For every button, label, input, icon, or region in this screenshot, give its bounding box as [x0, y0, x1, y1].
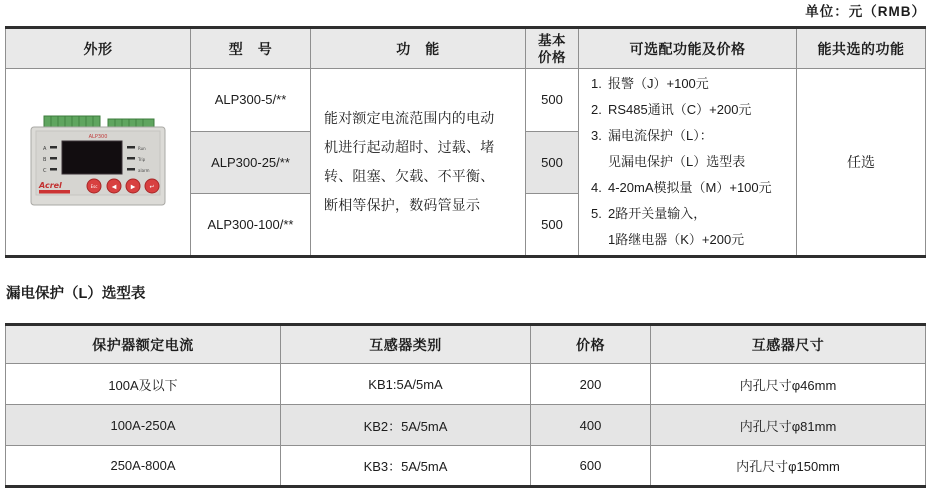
optional-features-cell: [579, 69, 797, 257]
left-arrow-button-icon: ◀: [111, 183, 117, 190]
optional-item-number: 5.: [591, 206, 602, 221]
model-cell: ALP300-100/**: [191, 194, 311, 257]
transformer-type-cell: KB3：5A/5mA: [281, 446, 531, 487]
optional-item-text: 报警（J）+100元: [608, 76, 709, 91]
optional-item: [591, 71, 792, 97]
leakage-row-1: [6, 364, 926, 405]
col-header-base-price: [526, 28, 579, 69]
leakage-table-header-row: [6, 325, 926, 364]
product-table-header-row: [6, 28, 926, 69]
transformer-size-cell: 内孔尺寸φ81mm: [651, 405, 926, 446]
optional-item-text: RS485通讯（C）+200元: [608, 102, 752, 117]
leakage-row-3: [6, 446, 926, 487]
phase-label-b: B: [43, 156, 47, 163]
col-header-appearance: 外形: [6, 28, 191, 69]
status-label-trip: Trip: [138, 156, 146, 162]
product-photo-alp300: [28, 115, 168, 207]
optional-item-text: 1路继电器（K）+200元: [608, 232, 745, 247]
status-label-alarm: alarm: [138, 167, 150, 173]
combinable-cell: 任选: [797, 69, 926, 257]
optional-item: [591, 97, 792, 123]
product-row-1: [6, 69, 926, 132]
product-table: [5, 26, 926, 258]
price-cell: 200: [531, 364, 651, 405]
optional-item-continuation: [591, 227, 792, 253]
optional-item: [591, 123, 792, 149]
optional-item-number: 4.: [591, 180, 602, 195]
leakage-row-2: [6, 405, 926, 446]
brand-label: Acrel: [39, 180, 62, 190]
rated-current-cell: 100A及以下: [6, 364, 281, 405]
terminal-blocks: [44, 116, 154, 127]
col-header-transformer-size: 互感器尺寸: [651, 325, 926, 364]
unit-note: 单位：元（RMB）: [805, 4, 926, 19]
optional-item: [591, 201, 792, 227]
status-label-run: Run: [138, 145, 146, 151]
base-price-line2: 价格: [538, 49, 566, 65]
optional-item-continuation: [591, 149, 792, 175]
optional-item: [591, 175, 792, 201]
device-display: [62, 141, 122, 174]
esc-button-icon: Esc: [90, 183, 98, 189]
price-cell: 500: [526, 69, 579, 132]
function-text: 能对额定电流范围内的电动机进行起动超时、过载、堵转、阻塞、欠载、不平衡、断相等保护，数码管显示: [324, 110, 495, 213]
phase-label-a: A: [43, 145, 47, 152]
optional-item-number: 2.: [591, 102, 602, 117]
col-header-combinable: 能共选的功能: [797, 28, 926, 69]
model-cell: ALP300-5/**: [191, 69, 311, 132]
col-header-rated-current: 保护器额定电流: [6, 325, 281, 364]
leakage-table: [5, 323, 926, 488]
price-cell: 500: [526, 131, 579, 194]
price-cell: 400: [531, 405, 651, 446]
col-header-transformer-type: 互感器类别: [281, 325, 531, 364]
optional-item-text: 2路开关量输入，: [608, 206, 707, 221]
optional-item-text: 见漏电保护（L）选型表: [608, 154, 746, 169]
transformer-size-cell: 内孔尺寸φ46mm: [651, 364, 926, 405]
rated-current-cell: 100A-250A: [6, 405, 281, 446]
rated-current-cell: 250A-800A: [6, 446, 281, 487]
phase-label-c: C: [43, 167, 47, 174]
enter-button-icon: ↵: [149, 183, 155, 190]
col-header-optional: 可选配功能及价格: [579, 28, 797, 69]
transformer-type-cell: KB2：5A/5mA: [281, 405, 531, 446]
transformer-type-cell: KB1:5A/5mA: [281, 364, 531, 405]
price-cell: 600: [531, 446, 651, 487]
base-price-line1: 基本: [538, 32, 566, 48]
optional-item-text: 4-20mA模拟量（M）+100元: [608, 180, 772, 195]
function-cell: [311, 69, 526, 257]
appearance-cell: [6, 69, 191, 257]
right-arrow-button-icon: ▶: [130, 183, 136, 190]
device-panel-title: ALP300: [88, 133, 108, 140]
col-header-price: 价格: [531, 325, 651, 364]
leakage-table-title: 漏电保护（L）选型表: [6, 286, 146, 302]
price-cell: 500: [526, 194, 579, 257]
model-cell: ALP300-25/**: [191, 131, 311, 194]
optional-item-number: 3.: [591, 128, 602, 143]
transformer-size-cell: 内孔尺寸φ150mm: [651, 446, 926, 487]
optional-item-text: 漏电流保护（L）：: [608, 128, 713, 143]
optional-item-number: 1.: [591, 76, 602, 91]
col-header-function: 功 能: [311, 28, 526, 69]
col-header-model: 型 号: [191, 28, 311, 69]
